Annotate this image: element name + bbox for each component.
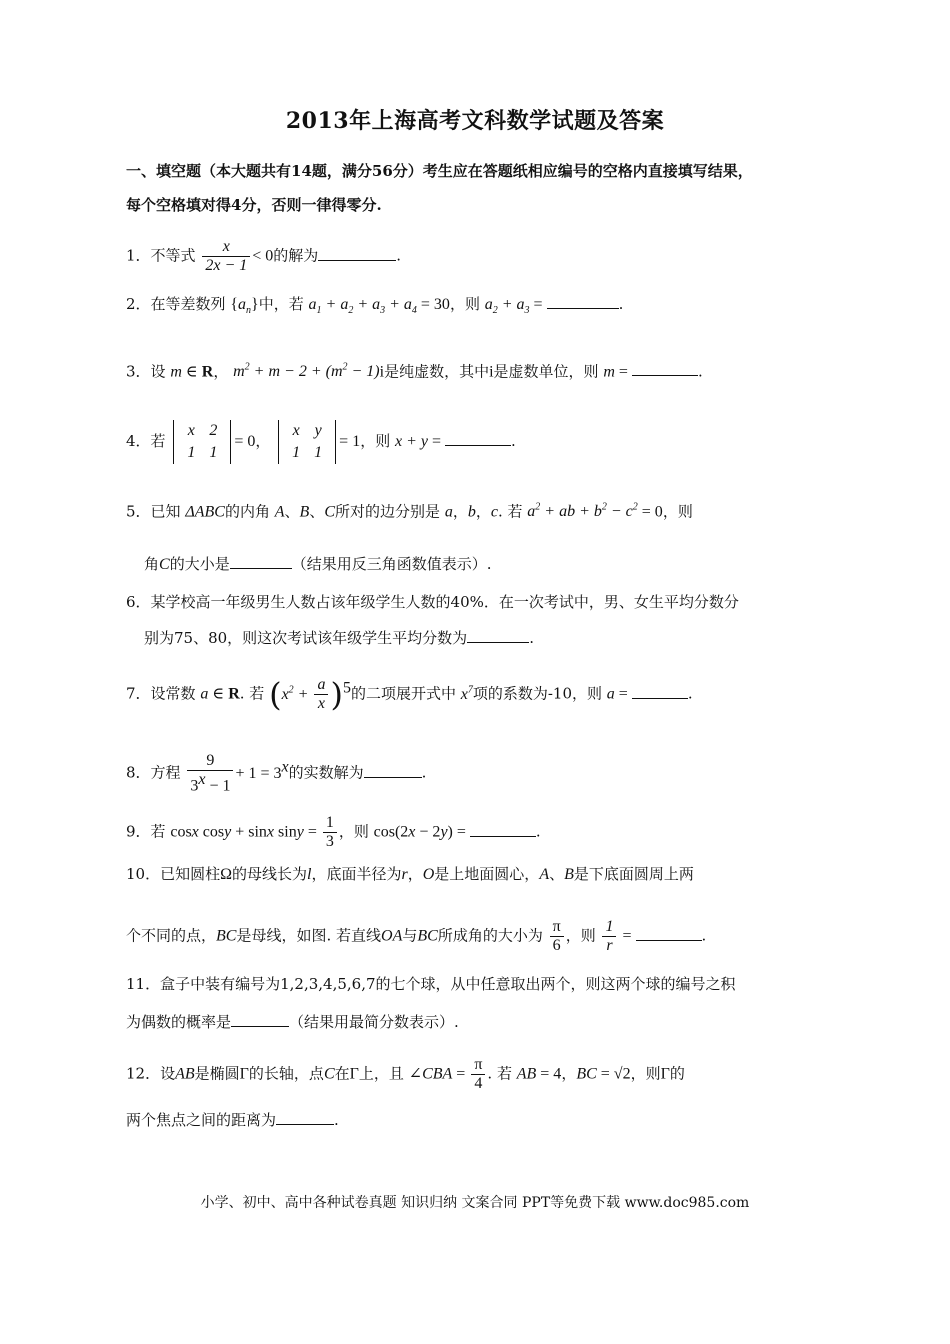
answer-blank[interactable]: [467, 626, 529, 643]
footer-text: 小学、初中、高中各种试卷真题 知识归纳 文案合同 PPT等免费下载 www.doc985.com: [200, 1195, 750, 1211]
answer-blank[interactable]: [364, 761, 422, 778]
question-8: 8．方程 $\frac{9}{3^x - 1}$ + $1 = 3^x$的实数解为 .: [126, 752, 427, 795]
answer-blank[interactable]: [445, 429, 511, 446]
answer-blank[interactable]: [276, 1108, 334, 1125]
question-11: 11．盒子中装有编号为1,2,3,4,5,6,7的七个球，从中任意取出两个，则这两个球的编号之积: [126, 975, 736, 993]
answer-blank[interactable]: [632, 682, 688, 699]
question-3: 3．设 m ∈ R， $m^2 + m - 2 + (m^2 - 1)i$是纯虚数，其中i是虚数单位，则 m = .: [126, 356, 826, 384]
question-12-line-2: 两个焦点之间的距离为 .: [126, 1108, 826, 1132]
section-instructions: [126, 154, 836, 222]
section-line-1: 一、填空题（本大题共有14题，满分56分）考生应在答题纸相应编号的空格内直接填写结果，: [126, 162, 753, 180]
answer-blank[interactable]: [231, 1010, 289, 1027]
question-11-line-2: 为偶数的概率是 （结果用最简分数表示）.: [126, 1010, 826, 1034]
page-title: 2013年上海高考文科数学试题及答案: [285, 108, 665, 134]
question-5-line-2: 角C的大小是 （结果用反三角函数值表示）.: [144, 552, 844, 577]
question-1: 1．不等式 $\frac{x}{2x - 1}$ < 0的解为 .: [126, 238, 402, 274]
question-9: 9．若 cosx cosy + sinx siny = $\frac{1}{3}$ ，则 cos(2x − 2y) = .: [126, 814, 541, 850]
question-10-line-2: 个不同的点，BC是母线，如图. 若直线OA与BC所成角的大小为 $\frac{\pi}{6}$ ，则 $\frac{1}{r}$ = .: [126, 918, 707, 954]
section-line-2: 每个空格填对得4分，否则一律得零分.: [126, 196, 382, 214]
answer-blank[interactable]: [547, 292, 619, 309]
answer-blank[interactable]: [318, 244, 396, 261]
answer-blank[interactable]: [632, 359, 698, 376]
question-4: 4．若 x 2 1 1= 0， x y 1 1= 1，则 x + y = .: [126, 420, 826, 464]
answer-blank[interactable]: [230, 552, 292, 569]
question-12: 12．设AB是椭圆Γ的长轴，点C在Γ上，且 ∠CBA = $\frac{\pi}{4}$ . 若 AB = 4，BC = √2，则Γ的: [126, 1056, 685, 1092]
answer-blank[interactable]: [470, 820, 536, 837]
question-10: 10．已知圆柱Ω的母线长为l，底面半径为r，O是上地面圆心，A、B是下底面圆周上两: [126, 865, 694, 883]
question-7: 7．设常数 a ∈ R. 若 ($x^2$ + $\frac{a}{x}$ )$^5$的二项展开式中 $x^7$项的系数为-10，则 a = .: [126, 675, 693, 714]
question-6: 6．某学校高一年级男生人数占该年级学生人数的40%．在一次考试中，男、女生平均分数分: [126, 593, 739, 611]
question-2: 2．在等差数列 $\{a_n\}$中，若 $a_1 + a_2 + a_3 + a_4 = 30$，则 $a_2 + a_3$ = .: [126, 292, 826, 323]
answer-blank[interactable]: [636, 924, 702, 941]
question-6-line-2: 别为75、80，则这次考试该年级学生平均分数为 .: [144, 626, 844, 650]
question-5: 5．已知 ΔABC的内角 A、B、C所对的边分别是 a，b，c. 若 $a^2$ + ab + $b^2 - c^2 = 0$，则: [126, 502, 693, 521]
